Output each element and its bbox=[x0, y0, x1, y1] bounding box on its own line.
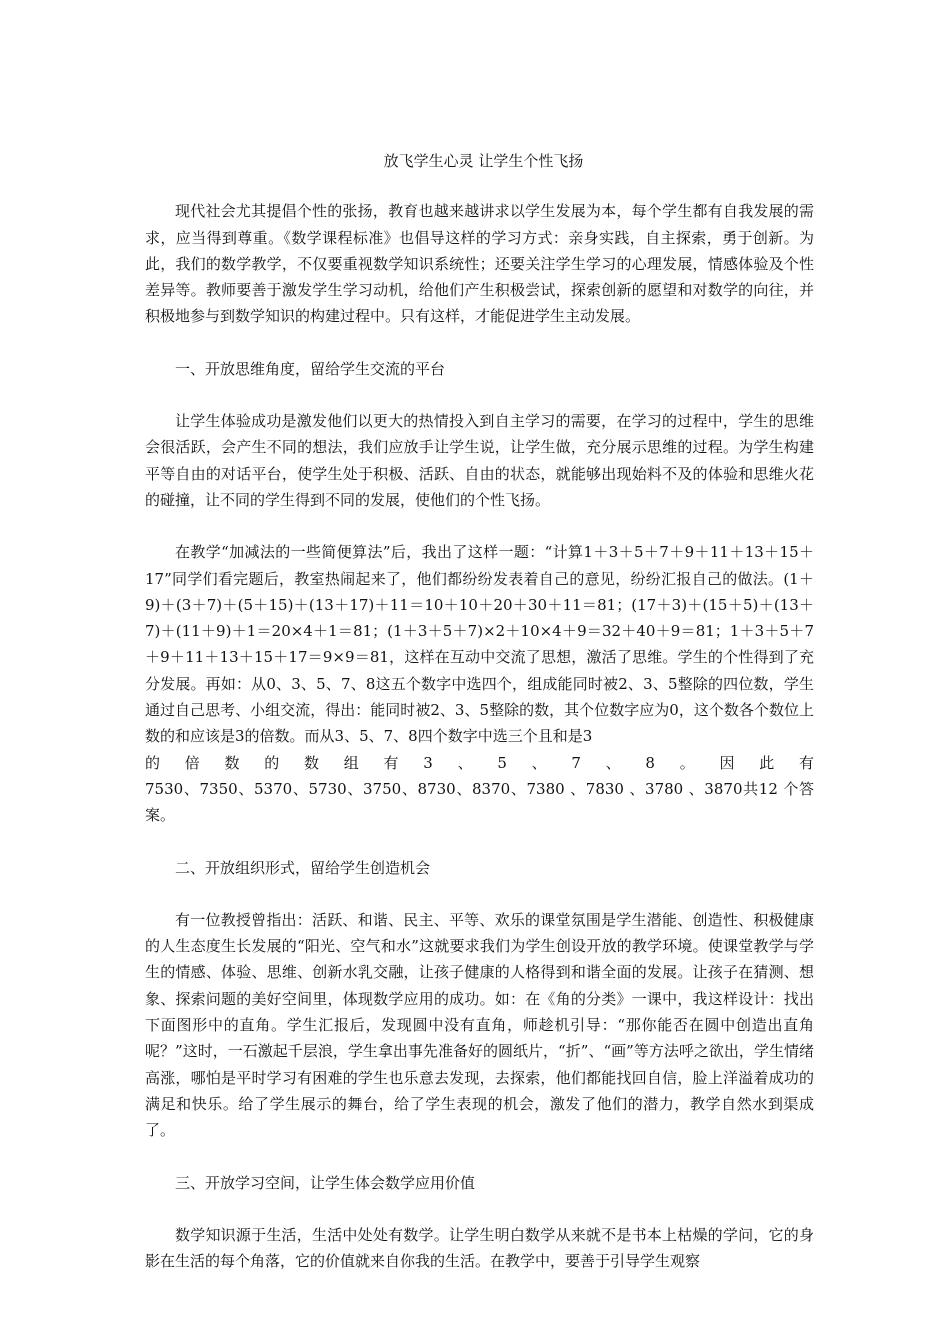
section-1-paragraph-2-main: 在教学“加减法的一些简便算法”后，我出了这样一题：“计算1＋3＋5＋7＋9＋11＋13＋15＋17”同学们看完题后，教室热闹起来了，他们都纷纷发表着自己的意见，纷纷汇报自己的做法。(1＋9)＋(3＋7)＋(5＋15)＋(13＋17)＋11＝10＋10＋20＋30＋11＝81；(17＋3)＋(15＋5)＋(13＋7)＋(11＋9)＋1＝20×4＋1＝81；(1＋3＋5＋7)×2＋10×4＋9＝32＋40＋9＝81；1＋3＋5＋7＋9＋11＋13＋15＋17＝9×9＝81，这样在互动中交流了思想，激活了思维。学生的个性得到了充分发展。再如：从0、3、5、7、8这五个数字中选四个，组成能同时被2、3、5整除的四位数，学生通过自己思考、小组交流，得出：能同时被2、3、5整除的数，其个位数字应为0，这个数各个数位上数的和应该是3的倍数。而从3、5、7、8四个数字中选三个且和是3 bbox=[145, 543, 814, 746]
document-title: 放飞学生心灵 让学生个性飞扬 bbox=[383, 152, 584, 170]
section-1-paragraph-2 bbox=[145, 539, 814, 828]
section-1-paragraph-1: 让学生体验成功是激发他们以更大的热情投入到自主学习的需要，在学习的过程中，学生的思维会很活跃，会产生不同的想法，我们应放手让学生说，让学生做，充分展示思维的过程。为学生构建平等自由的对话平台，使学生处于积极、活跃、自由的状态，就能够出现始料不及的体验和思维火花的碰撞，让不同的学生得到不同的发展，使他们的个性飞扬。 bbox=[145, 412, 814, 509]
section-3-heading: 三、开放学习空间，让学生体会数学应用价值 bbox=[175, 1173, 476, 1192]
section-1-paragraph-2-end: 7530、7350、5370、5730、3750、8730、8370、7380 、7830 、3780 、3870共12 个答案。 bbox=[145, 779, 814, 825]
section-2-paragraph: 有一位教授曾指出：活跃、和谐、民主、平等、欢乐的课堂氛围是学生潜能、创造性、积极健康的人生态度生长发展的“阳光、空气和水”这就要求我们为学生创设开放的教学环境。使课堂教学与学生的情感、体验、思维、创新水乳交融，让孩子健康的人格得到和谐全面的发展。让孩子在猜测、想象、探索问题的美好空间里，体现数学应用的成功。如：在《角的分类》一课中，我这样设计：找出下面图形中的直角。学生汇报后，发现圆中没有直角，师趁机引导：“那你能否在圆中创造出直角呢？”这时，一石激起千层浪，学生拿出事先准备好的圆纸片，“折”、“画”等方法呼之欲出，学生情绪高涨，哪怕是平时学习有困难的学生也乐意去发现，去探索，他们都能找回自信，脸上洋溢着成功的满足和快乐。给了学生展示的舞台，给了学生表现的机会，激发了他们的潜力，教学自然水到渠成了。 bbox=[145, 910, 814, 1140]
section-3-paragraph: 数学知识源于生活，生活中处处有数学。让学生明白数学从来就不是书本上枯燥的学问，它的身影在生活的每个角落，它的价值就来自你我的生活。在教学中，要善于引导学生观察 bbox=[145, 1225, 814, 1271]
section-1-heading: 一、开放思维角度，留给学生交流的平台 bbox=[175, 359, 446, 378]
section-2-heading: 二、开放组织形式，留给学生创造机会 bbox=[175, 858, 431, 877]
intro-paragraph: 现代社会尤其提倡个性的张扬，教育也越来越讲求以学生发展为本，每个学生都有自我发展的需求，应当得到尊重。《数学课程标准》也倡导这样的学习方式：亲身实践，自主探索，勇于创新。为此，我们的数学教学，不仅要重视数学知识系统性；还要关注学生学习的心理发展，情感体验及个性差异等。教师要善于激发学生学习动机，给他们产生积极尝试，探索创新的愿望和对数学的向往，并积极地参与到数学知识的构建过程中。只有这样，才能促进学生主动发展。 bbox=[145, 202, 814, 326]
section-1-paragraph-2-spread-line: 的倍数的数组有3、5、7、8。因此有 bbox=[145, 753, 814, 772]
